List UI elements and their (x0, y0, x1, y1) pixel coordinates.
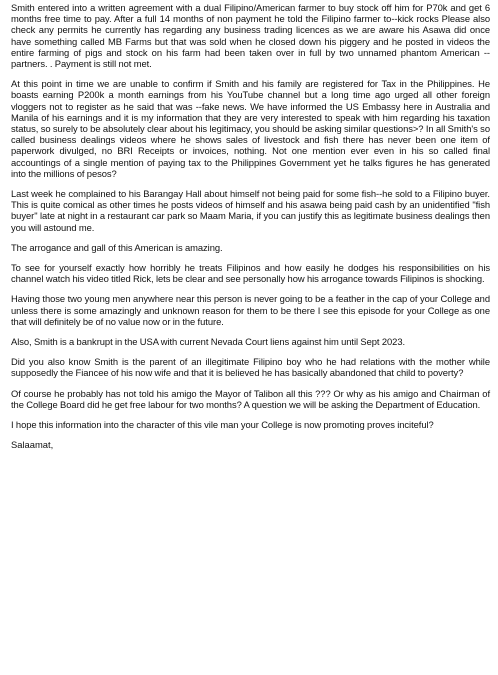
paragraph-mayor-question: Of course he probably has not told his amigo the Mayor of Talibon all this ??? Or why as his amigo and Chairman of the College Board did he get free labour for two months? A question we will be asking the Department of Education. (11, 387, 490, 410)
signoff: Salaamat, (11, 439, 54, 451)
paragraph-video-reference: To see for yourself exactly how horribly he treats Filipinos and how easily he dodges his responsibilities on his channel watch his video titled Rick, lets be clear and see personally how his arrogance towards Filipinos is shocking. (11, 262, 490, 285)
paragraph-barangay-complaint: Last week he complained to his Barangay Hall about himself not being paid for some fish--he sold to a Filipino buyer. This is quite comical as other times he posts videos of himself and his asawa being paid cash by an unidentified "fish buyer" late at night in a restaurant car park so Maam Maria, if you can justify this as legitimate business dealings then you will astound me. (11, 188, 490, 233)
paragraph-illegitimate-child: Did you also know Smith is the parent of an illegitimate Filipino boy who he had relations with the mother while supposedly the Fiancee of his now wife and that it is believed he has basically abandoned that child to poverty? (11, 356, 490, 379)
paragraph-bankruptcy: Also, Smith is a bankrupt in the USA with current Nevada Court liens against him until Sept 2023. (11, 336, 406, 348)
paragraph-college-warning: Having those two young men anywhere near this person is never going to be a feather in the cap of your College and unless there is some amazingly and unknown reason for them to be there I see this episode for your College as one that will definitely be of no value now or in the future. (11, 293, 490, 327)
paragraph-tax-status: At this point in time we are unable to confirm if Smith and his family are registered for Tax in the Philippines. He boasts earning P200k a month earnings from his YouTube channel but a long time ago urged all other foreign vloggers not to register as he said that was --fake news. We have informed the US Embassy here in Australia and Manila of his earnings and it is my information that they are very interested to speak with him regarding his taxation status, so surely to be absolutely clear about his legitimacy, you should be asking similar questions>? In all Smith's so called business dealings videos where he shows sales of livestock and fish there has never been one item of paperwork divulged, no BRI Receipts or invoices, nothing. Not one mention ever even in his so called final accountings of a single mention of paying tax to the Philippines Government yet he talks figures he has generated into the millions of pesos? (11, 78, 490, 179)
paragraph-closing-question: I hope this information into the character of this vile man your College is now promoting proves inciteful? (11, 419, 434, 431)
paragraph-farm-agreement: Smith entered into a written agreement with a dual Filipino/American farmer to buy stock off him for P70k and get 6 months free time to pay. After a full 14 months of non payment he told the Filipino farmer to--kick rocks Please also check any permits he currently has regarding any business trading licences as we are aware his Asawa did once have something called MB Farms but that was sold when he closed down his piggery and he posted in videos the entire farming of pigs and stock on his farm had been taken over in full by two unnamed phantom American --partners. . Payment is still not met. (11, 2, 490, 70)
paragraph-arrogance: The arrogance and gall of this American is amazing. (11, 241, 223, 253)
